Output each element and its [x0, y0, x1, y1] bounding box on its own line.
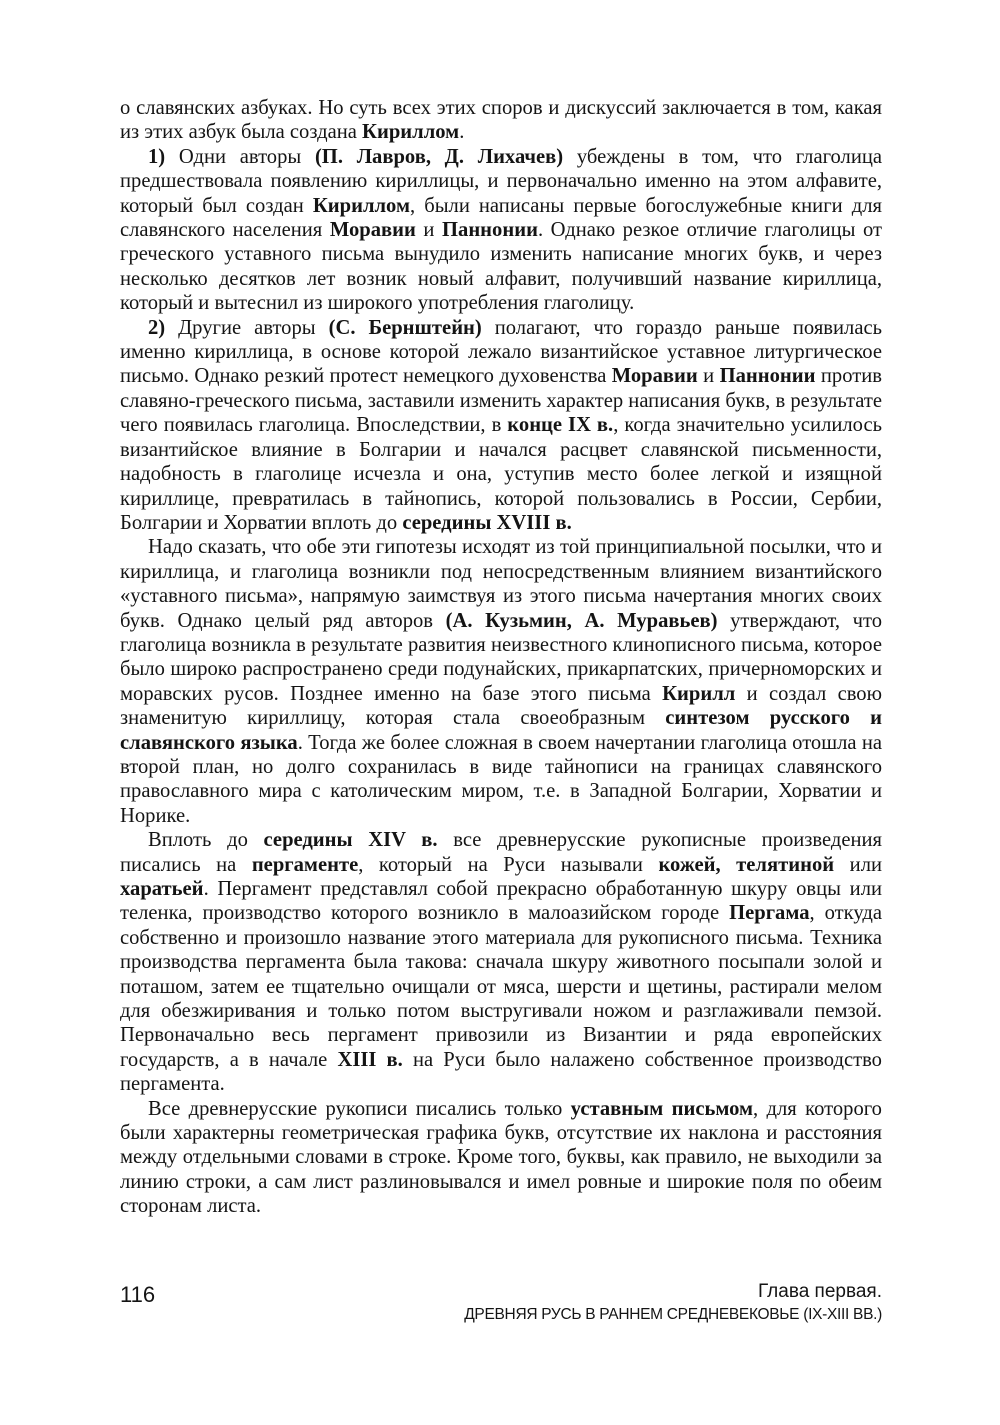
paragraph [120, 145, 882, 316]
text-run: Все древнерусские рукописи писались только [148, 1097, 571, 1120]
paragraph [120, 316, 882, 536]
bold-term: (П. Лавров, Д. Лихачев) [314, 145, 564, 168]
bold-term: Моравии [611, 365, 698, 388]
text-run: убеждены в том, что глаголица предшествовала появлению кириллицы, и первоначально именно на этом алфавите, который был создан [120, 145, 883, 217]
bold-term: середины XIV в. [263, 829, 438, 852]
page-body [120, 96, 882, 1219]
text-run: . Однако резкое отличие глаголицы от греческого уставного письма вынудило изменить написание многих букв, и через несколько десятков лет возник новый алфавит, получивший название кириллица, который и вытеснил из широкого употребления глаголицу. [120, 219, 882, 315]
text-run: на Руси было налажено собственное производство пергамента. [120, 1048, 882, 1096]
bold-term: (С. Бернштейн) [328, 316, 482, 339]
bold-term: XIII в. [337, 1048, 403, 1071]
text-run: , который на Руси называли [358, 853, 659, 876]
bold-term: середины XVIII в. [402, 511, 572, 534]
bold-term: Моравии [329, 219, 416, 242]
text-run: Вплоть до [148, 829, 264, 852]
bold-term: кожей, телятиной [658, 853, 835, 876]
paragraph [120, 1097, 882, 1219]
bold-term: конце IX в. [507, 414, 614, 437]
list-marker: 1) [148, 145, 166, 168]
bold-term: синтезом русского и славянского языка [120, 707, 883, 754]
bold-term: Пергама [729, 902, 810, 925]
running-header [464, 1280, 882, 1326]
text-run: . Тогда же более сложная в своем начертании глаголица отошла на второй план, но долго сохранилась в виде тайнописи на границах славянского православного мира с католическим миром, т.е. в Западной Болгарии, Хорватии и Норике. [120, 731, 882, 827]
bold-term: Паннонии [442, 219, 538, 242]
bold-term: Кириллом [362, 121, 460, 144]
text-run: . Пергамент представлял собой прекрасно обработанную шкуру овцы или теленка, производство которого возникло в малоазийском городе [120, 878, 882, 925]
bold-term: харатьей [120, 878, 204, 900]
bold-term: (А. Кузьмин, А. Муравьев) [445, 609, 718, 632]
chapter-subtitle: ДРЕВНЯЯ РУСЬ В РАННЕМ СРЕДНЕВЕКОВЬЕ (IX-XIII ВВ.) [464, 1306, 882, 1323]
bold-term: уставным письмом [570, 1097, 754, 1120]
paragraph [120, 535, 882, 828]
text-run: Одни авторы [165, 145, 315, 168]
bold-term: пергаменте [251, 853, 359, 876]
bold-term: Кириллом [312, 194, 410, 217]
text-run: и [697, 365, 720, 388]
text-run: Надо сказать, что обе эти гипотезы исходят из той принципиальной посылки, что и кириллица, и глаголица возникли под непосредственным влиянием византийского «уставного письма», напрямую заимствуя из этого письма начертания многих своих букв. Однако целый ряд авторов [120, 536, 882, 632]
page-number: 116 [120, 1282, 156, 1307]
text-run: против славяно-греческого письма, заставили изменить характер написания букв, в результате чего появилась глаголица. Впоследствии, в [120, 365, 882, 437]
paragraph [120, 828, 882, 1096]
page-footer [120, 1280, 882, 1340]
text-run: или [834, 853, 882, 876]
text-run: , для которого были характерны геометрическая графика букв, отсутствие их наклона и расстояния между отдельными словами в строке. Кроме того, буквы, как правило, не выходили за линию строки, а сам лист разлиновывался и имел ровные и широкие поля по обеим сторонам листа. [120, 1097, 882, 1218]
paragraph [120, 96, 882, 145]
chapter-title: Глава первая. [757, 1281, 882, 1302]
text-run: утверждают, что глаголица возникла в результате развития неизвестного клинописного письма, которое было широко распространено среди подунайских, прикарпатских, причерноморских и моравских русов. Позднее именно на базе этого письма [120, 609, 882, 705]
text-run: . [459, 121, 465, 144]
bold-term: Паннонии [719, 365, 816, 388]
list-marker: 2) [148, 316, 166, 339]
text-run: , были написаны первые богослужебные книги для славянского населения [120, 194, 882, 242]
text-run: и создал свою знаменитую кириллицу, которая стала своеобразным [120, 682, 882, 730]
text-run: и [415, 219, 442, 242]
text-run: , когда значительно усилилось византийское влияние в Болгарии и начался расцвет славянской письменности, надобность в глаголице исчезла и она, уступив место более легкой и изящной кириллице, превратилась в тайнопись, которой пользовались в России, Сербии, Болгарии и Хорватии вплоть до [120, 414, 882, 534]
text-run: Другие авторы [165, 316, 329, 339]
text-run: все древнерусские рукописные произведения писались на [120, 829, 883, 876]
text-run: полагают, что гораздо раньше появилась именно кириллица, в основе которой лежало византийское уставное литургическое письмо. Однако резкий протест немецкого духовенства [120, 316, 882, 388]
text-run: о славянских азбуках. Но суть всех этих споров и дискуссий заключается в том, какая из этих азбук была создана [120, 97, 882, 144]
bold-term: Кирилл [662, 682, 736, 705]
text-run: , откуда собственно и произошло название этого материала для рукописного письма. Техника производства пергамента была такова: сначала шкуру животного посыпали золой и поташом, затем ее тщательно очищали от мяса, шерсти и щетины, растирали мелом для обезжиривания и только потом выстругивали ножом и разглаживали пемзой. Первоначально весь пергамент привозили из Византии и ряда европейских государств, а в начале [120, 902, 883, 1071]
